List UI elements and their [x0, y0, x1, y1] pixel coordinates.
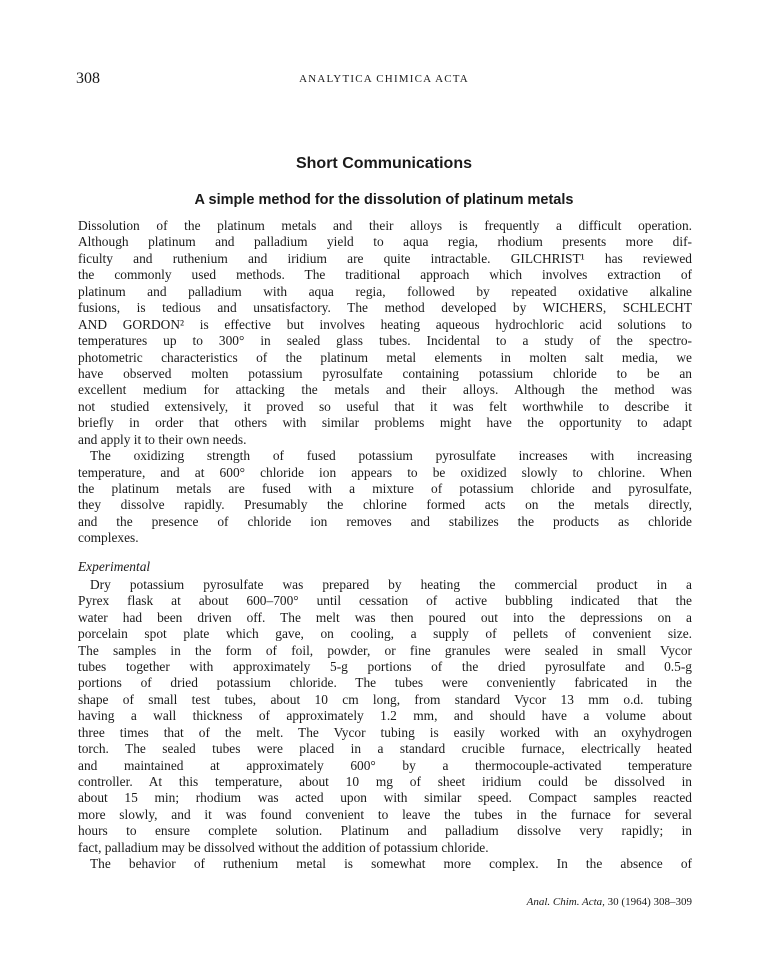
paragraph-oxidizing — [78, 448, 692, 547]
text-line: complexes. — [78, 530, 139, 546]
text-line: torch. The sealed tubes were placed in a standard crucible furnace, electrically heated — [78, 741, 692, 757]
text-line: tubes together with approximately 5-g portions of the dried pyrosulfate and 0.5-g — [78, 658, 692, 674]
section-heading: Short Communications — [295, 155, 472, 172]
running-head — [76, 70, 692, 90]
paragraph-ruthenium — [78, 856, 692, 872]
text-line: AND GORDON² is effective but involves heating aqueous hydrochloric acid solutions to — [78, 316, 692, 332]
text-line: temperature, and at 600° chloride ion appears to be oxidized slowly to chlorine. When — [78, 464, 692, 480]
text-line: water had been driven off. The melt was then poured out into the depressions on a — [78, 609, 692, 625]
experimental-heading: Experimental — [78, 558, 151, 574]
text-line: not studied extensively, it proved so useful that it was felt worthwhile to describe it — [78, 398, 692, 414]
text-line: fusions, is tedious and unsatisfactory. The method developed by WICHERS, SCHLECHT — [78, 300, 692, 316]
text-line: Pyrex flask at about 600–700° until cessation of active bubbling indicated that the — [78, 593, 692, 609]
page-number: 308 — [76, 70, 100, 87]
text-line: about 15 min; rhodium was acted upon with similar speed. Compact samples reacted — [78, 790, 692, 806]
text-line: temperatures up to 300° in sealed glass tubes. Incidental to a study of the spectro- — [78, 333, 692, 349]
volume-year-pages: 30 (1964) 308–309 — [607, 896, 692, 908]
text-line: The oxidizing strength of fused potassium pyrosulfate increases with increasing — [90, 448, 692, 464]
text-line: ficulty and ruthenium and iridium are quite intractable. GILCHRIST¹ has reviewed — [78, 250, 692, 266]
text-line: Although platinum and palladium yield to aqua regia, rhodium presents more dif- — [78, 234, 692, 250]
paragraph-experimental — [78, 577, 692, 856]
text-line: shape of small test tubes, about 10 cm long, from standard Vycor 13 mm o.d. tubing — [78, 691, 692, 707]
article-title: A simple method for the dissolution of platinum metals — [194, 192, 574, 208]
footer-citation — [527, 896, 692, 908]
text-line: controller. At this temperature, about 10 mg of sheet iridium could be dissolved in — [78, 774, 692, 789]
text-line: photometric characteristics of the platinum metal elements in molten salt media, we — [78, 349, 692, 365]
text-line: excellent medium for attacking the metals and their alloys. Although the method was — [78, 382, 692, 398]
text-line: porcelain spot plate which gave, on cooling, a supply of pellets of convenient size. — [78, 626, 692, 642]
text-line: three times that of the melt. The Vycor tubing is easily worked with an oxyhydrogen — [78, 724, 692, 740]
text-line: Dissolution of the platinum metals and their alloys is frequently a difficult operation. — [78, 218, 692, 233]
text-line: and maintained at approximately 600° by a thermocouple-activated temperature — [78, 757, 692, 773]
text-line: more slowly, and it was found convenient to leave the tubes in the furnace for several — [78, 806, 692, 822]
text-line: and the presence of chloride ion removes and stabilizes the products as chloride — [78, 513, 692, 529]
text-line: The behavior of ruthenium metal is somewhat more complex. In the absence of — [90, 856, 692, 872]
text-line: platinum and palladium with aqua regia, followed by repeated oxidative alkaline — [78, 283, 692, 299]
text-line: portions of dried potassium chloride. The tubes were conveniently fabricated in the — [78, 675, 692, 691]
journal-abbrev: Anal. Chim. Acta, — [526, 896, 605, 908]
text-line: Dry potassium pyrosulfate was prepared by heating the commercial product in a — [90, 576, 692, 592]
journal-name: ANALYTICA CHIMICA ACTA — [299, 73, 469, 85]
text-line: having a wall thickness of approximately 1.2 mm, and should have a volume about — [78, 708, 692, 724]
text-line: The samples in the form of foil, powder, or fine granules were sealed in small Vycor — [78, 642, 692, 658]
text-line: briefly in order that others with similar problems might have the opportunity to adapt — [78, 415, 692, 431]
text-line: and apply it to their own needs. — [78, 431, 247, 447]
text-line: they dissolve rapidly. Presumably the chlorine formed acts on the metals directly, — [78, 497, 692, 513]
text-line: the commonly used methods. The traditional approach which involves extraction of — [78, 267, 692, 283]
article-body — [78, 218, 692, 873]
text-line: have observed molten potassium pyrosulfate containing potassium chloride to be an — [78, 365, 692, 381]
paragraph-intro — [78, 218, 692, 448]
text-line: fact, palladium may be dissolved without the addition of potassium chloride. — [78, 839, 489, 855]
text-line: hours to ensure complete solution. Platinum and palladium dissolve very rapidly; in — [78, 823, 692, 839]
text-line: the platinum metals are fused with a mixture of potassium chloride and pyrosulfate, — [78, 481, 692, 496]
